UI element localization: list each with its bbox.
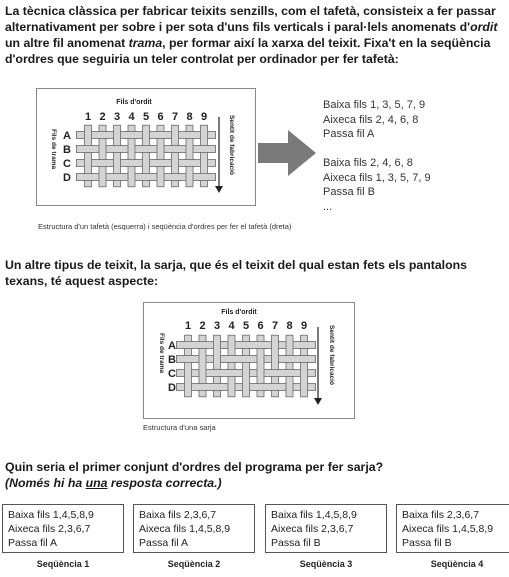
tafeta-figure xyxy=(36,88,256,206)
weft-crossing xyxy=(284,370,295,377)
sarja-paragraph: Un altre tipus de teixit, la sarja, que és el teixit del qual estan fets els pantalons texans, té aquest aspecte: xyxy=(5,258,467,288)
warp-number: 5 xyxy=(242,320,250,332)
weft-crossing xyxy=(197,384,208,391)
option-sequence-2[interactable]: Baixa fils 2,3,6,7 Aixeca fils 1,4,5,8,9 Passa fil A xyxy=(133,504,255,553)
weft-crossing xyxy=(141,174,152,181)
weft-crossing xyxy=(199,174,210,181)
tafeta-weave-diagram xyxy=(37,89,255,205)
direction-arrow-head xyxy=(314,398,322,405)
weft-crossing xyxy=(184,160,195,167)
sequence-line: Passa fil B xyxy=(323,186,375,198)
question-line: Quin seria el primer conjunt d'ordres del programa per fer sarja? xyxy=(5,460,384,474)
option-label-1: Seqüència 1 xyxy=(36,559,90,569)
weft-label: Fils de trama xyxy=(50,129,57,170)
weft-letter: A xyxy=(63,130,71,142)
sequence-line: Baixa fils 1, 3, 5, 7, 9 xyxy=(323,99,426,111)
weft-crossing xyxy=(141,146,152,153)
weft-crossing xyxy=(183,342,194,349)
option-label-3: Seqüència 3 xyxy=(299,559,353,569)
question xyxy=(5,459,505,491)
sequence-line: Aixeca fils 2, 4, 6, 8 xyxy=(323,113,419,126)
weft-crossing xyxy=(83,146,94,153)
intro-text: , per formar així la xarxa del teixit. Fixa't en la seqüència d'ordres que seguiria un teler controlat per ordinador per fer tafetà: xyxy=(5,36,491,66)
weft-crossing xyxy=(241,356,252,363)
weft-crossing xyxy=(155,132,166,139)
weft-crossing xyxy=(241,342,252,349)
weft-letters xyxy=(63,130,71,184)
weft-crossing xyxy=(170,146,181,153)
warp-number: 2 xyxy=(199,320,206,332)
warp-number: 9 xyxy=(200,111,208,123)
weft-letter: D xyxy=(168,382,176,394)
weft-crossing xyxy=(83,174,94,181)
warp-number: 1 xyxy=(84,111,92,123)
weft-crossing xyxy=(284,356,295,363)
sequence-line: ... xyxy=(323,200,333,213)
weft-letter: B xyxy=(168,354,176,366)
warp-number: 6 xyxy=(157,111,164,123)
weave-grid xyxy=(76,125,215,187)
warp-number: 7 xyxy=(171,111,179,123)
warp-number: 3 xyxy=(113,111,121,123)
term-trama: trama xyxy=(128,36,163,50)
warp-number: 8 xyxy=(286,320,293,332)
weft-crossing xyxy=(255,384,266,391)
warp-number: 3 xyxy=(213,320,221,332)
warp-thread xyxy=(228,335,235,397)
weft-letter: B xyxy=(63,144,71,156)
sequence-line xyxy=(323,142,431,157)
intro-text: un altre fil anomenat xyxy=(5,36,129,50)
sequence-line: Baixa fils 2, 4, 6, 8 xyxy=(323,157,413,169)
weft-crossing xyxy=(97,160,108,167)
weft-crossing xyxy=(170,174,181,181)
option-sequence-4[interactable]: Baixa fils 2,3,6,7 Aixeca fils 1,4,5,8,9 Passa fil B xyxy=(396,504,509,553)
tafeta-sequence xyxy=(323,98,431,214)
warp-number: 5 xyxy=(142,111,150,123)
weft-letter: C xyxy=(168,368,176,380)
sequence-line: Passa fil A xyxy=(323,128,375,140)
weft-crossing xyxy=(212,370,223,377)
weft-letter: C xyxy=(63,158,71,170)
warp-numbers xyxy=(85,111,207,123)
warp-numbers xyxy=(185,320,307,332)
weft-crossing xyxy=(199,146,210,153)
warp-number: 6 xyxy=(257,320,264,332)
option-sequence-1[interactable]: Baixa fils 1,4,5,8,9 Aixeca fils 2,3,6,7 Passa fil A xyxy=(2,504,124,553)
weft-crossing xyxy=(255,342,266,349)
warp-label: Fils d'ordit xyxy=(221,309,257,316)
weft-letters xyxy=(168,340,176,394)
figure2-caption: Estructura d'una sarja xyxy=(143,423,216,432)
intro-paragraph xyxy=(5,3,505,67)
option-label-4: Seqüència 4 xyxy=(430,559,484,569)
weft-crossing xyxy=(112,146,123,153)
direction-arrow-head xyxy=(215,186,223,193)
direction-label: Sentit de fabricació xyxy=(228,115,235,175)
sequence-line: Aixeca fils 1, 3, 5, 7, 9 xyxy=(323,171,431,184)
sarja-weave-diagram xyxy=(144,303,354,418)
weft-crossing xyxy=(112,174,123,181)
big-right-arrow-icon xyxy=(258,128,318,178)
sarja-figure xyxy=(143,302,355,419)
weft-crossing xyxy=(226,356,237,363)
weft-letter: D xyxy=(63,172,71,184)
weave-grid xyxy=(176,335,315,397)
weft-crossing xyxy=(97,132,108,139)
weft-crossing xyxy=(155,160,166,167)
weft-letter: A xyxy=(168,340,176,352)
option-label-2: Seqüència 2 xyxy=(167,559,221,569)
weft-crossing xyxy=(226,370,237,377)
weft-crossing xyxy=(126,160,137,167)
warp-number: 1 xyxy=(184,320,192,332)
figure1-caption: Estructura d'un tafetà (esquerra) i seqüència d'ordres per fer el tafetà (dreta) xyxy=(38,222,292,231)
warp-number: 4 xyxy=(228,320,235,332)
warp-number: 7 xyxy=(271,320,279,332)
weft-crossing xyxy=(197,342,208,349)
warp-number: 2 xyxy=(99,111,106,123)
weft-crossing xyxy=(212,384,223,391)
warp-number: 8 xyxy=(186,111,193,123)
weft-crossing xyxy=(299,342,310,349)
warp-number: 4 xyxy=(128,111,135,123)
weft-crossing xyxy=(299,356,310,363)
warp-number: 9 xyxy=(300,320,308,332)
intro-text: La tècnica clàssica per fabricar teixits senzills, com el tafetà, consisteix a fer passar alternativament per sobre i per sota d'uns fils verticals i paral·lels anomenats d' xyxy=(5,4,496,34)
weft-crossing xyxy=(126,132,137,139)
term-ordit: ordit xyxy=(470,20,498,34)
direction-label: Sentit de fabricació xyxy=(328,325,335,385)
weft-crossing xyxy=(183,356,194,363)
weft-crossing xyxy=(270,370,281,377)
weft-crossing xyxy=(184,132,195,139)
warp-thread xyxy=(286,335,293,397)
question-note: (Només hi ha una resposta correcta.) xyxy=(5,476,222,490)
option-sequence-3[interactable]: Baixa fils 1,4,5,8,9 Aixeca fils 2,3,6,7 Passa fil B xyxy=(265,504,387,553)
weft-crossing xyxy=(270,384,281,391)
weft-label: Fils de trama xyxy=(158,333,165,374)
warp-label: Fils d'ordit xyxy=(116,99,152,106)
